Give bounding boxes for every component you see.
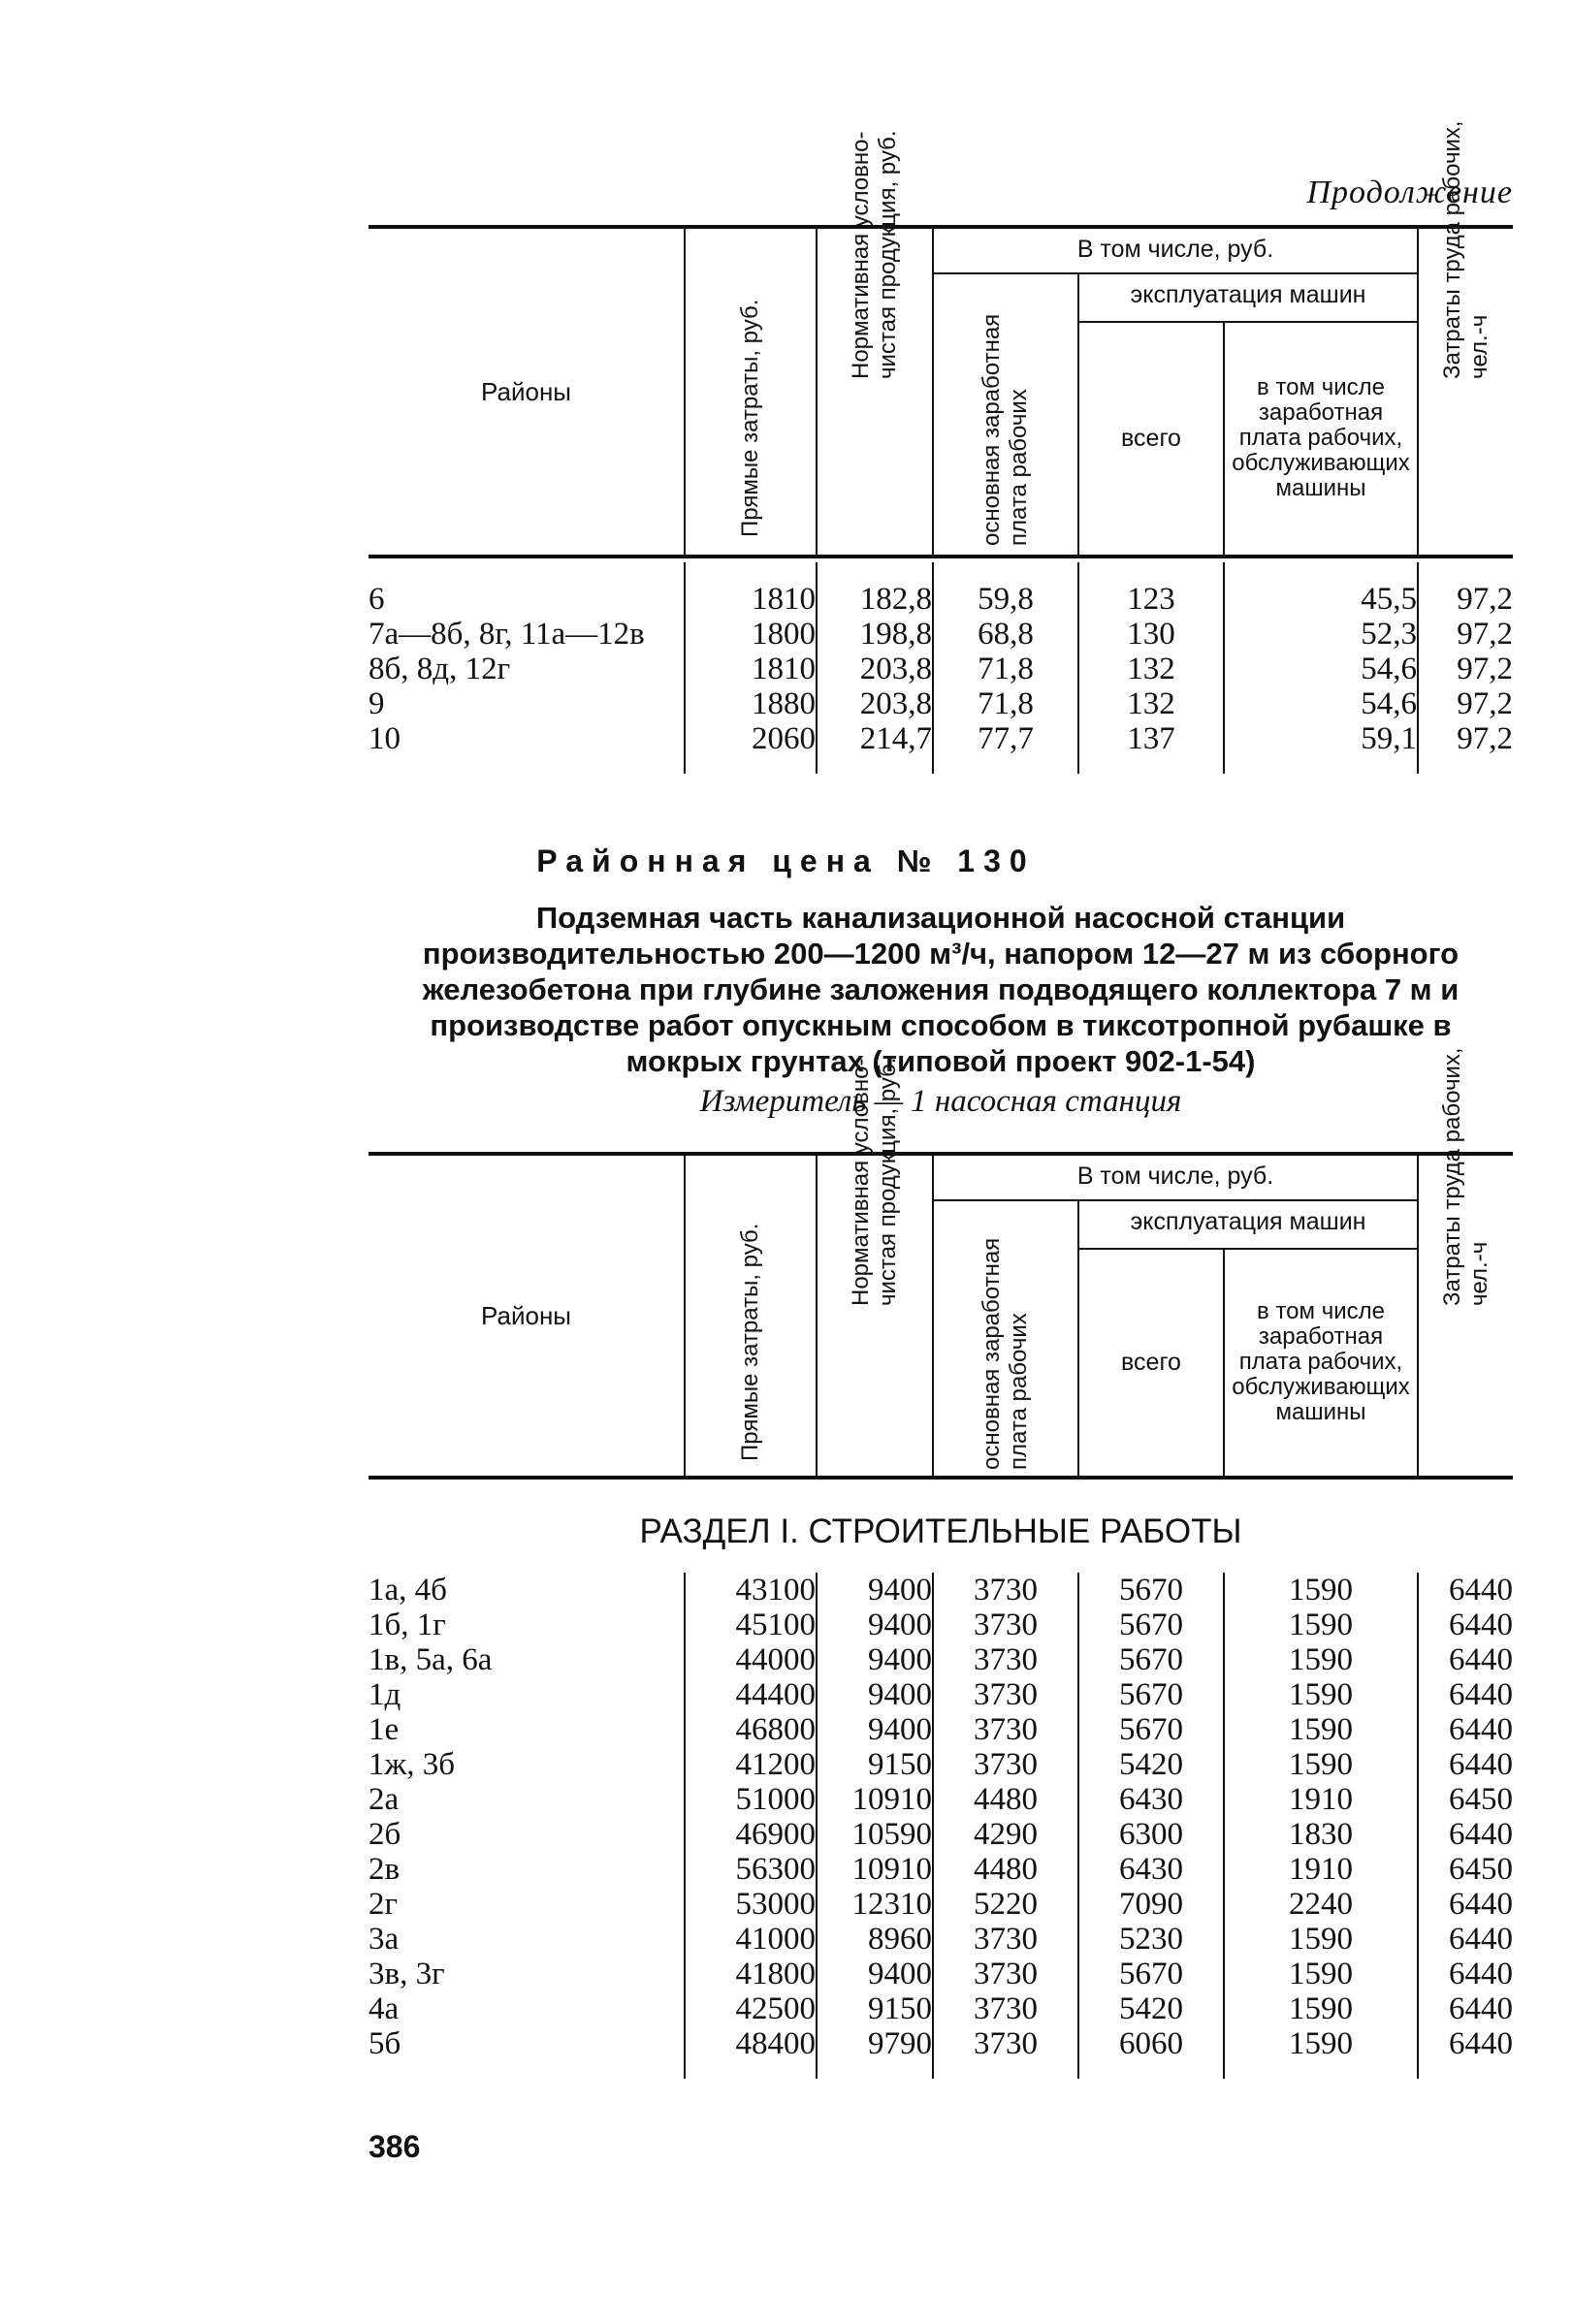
machine-wages-cell: 2240 bbox=[1224, 1887, 1418, 1922]
table-row bbox=[369, 1677, 1513, 1712]
labor-cell: 97,2 bbox=[1418, 562, 1513, 617]
normative-cell: 10910 bbox=[817, 1782, 933, 1817]
machines-header: эксплуатация машин bbox=[1078, 1200, 1418, 1249]
machine-wages-cell: 1590 bbox=[1224, 1712, 1418, 1747]
direct-cell: 41200 bbox=[685, 1747, 817, 1782]
labor-cell: 97,2 bbox=[1418, 686, 1513, 721]
districts-header: Районы bbox=[481, 376, 571, 406]
normative-cell: 12310 bbox=[817, 1887, 933, 1922]
wages-cell: 59,8 bbox=[933, 562, 1078, 617]
total-cell: 5670 bbox=[1078, 1573, 1224, 1608]
direct-cell: 48400 bbox=[685, 2026, 817, 2079]
including-header: В том числе, руб. bbox=[933, 227, 1418, 273]
normative-cell: 9150 bbox=[817, 1747, 933, 1782]
measure-label: Измеритель — 1 насосная станция bbox=[699, 1084, 1182, 1119]
wages-cell: 3730 bbox=[933, 1573, 1078, 1608]
total-cell: 7090 bbox=[1078, 1887, 1224, 1922]
wages-cell: 3730 bbox=[933, 1677, 1078, 1712]
page-number: 386 bbox=[369, 2129, 421, 2164]
table-row bbox=[369, 1573, 1513, 1608]
wages-header: основная заработная плата рабочих bbox=[978, 313, 1032, 546]
table-row bbox=[369, 617, 1513, 652]
price-description: Подземная часть канализационной насосной станции производительностью 200—1200 м³/ч, напором 12—27 м из сборного железобетона при глубине заложения подводящего коллектора 7 м и производстве работ опускным способом в тиксотропной рубашке в мокрых грунтах (типовой проект 902-1-54) bbox=[422, 901, 1460, 1078]
total-cell: 6060 bbox=[1078, 2026, 1224, 2079]
table-row bbox=[369, 721, 1513, 774]
table-row bbox=[369, 652, 1513, 686]
total-cell: 6430 bbox=[1078, 1852, 1224, 1887]
normative-cell: 9400 bbox=[817, 1642, 933, 1677]
labor-cell: 6440 bbox=[1418, 1922, 1513, 1957]
district-cell: 8б, 8д, 12г bbox=[369, 652, 511, 686]
table-row bbox=[369, 1922, 1513, 1957]
direct-cell: 44000 bbox=[685, 1642, 817, 1677]
machine-wages-cell: 1830 bbox=[1224, 1817, 1418, 1852]
labor-cell: 6440 bbox=[1418, 2026, 1513, 2079]
total-cell: 132 bbox=[1078, 686, 1224, 721]
total-cell: 137 bbox=[1078, 721, 1224, 774]
district-cell: 6 bbox=[369, 582, 385, 617]
wages-cell: 3730 bbox=[933, 1642, 1078, 1677]
machines-header: эксплуатация машин bbox=[1078, 273, 1418, 322]
normative-cell: 198,8 bbox=[817, 617, 933, 652]
total-cell: 5670 bbox=[1078, 1677, 1224, 1712]
wages-cell: 3730 bbox=[933, 1957, 1078, 1991]
wages-cell: 3730 bbox=[933, 2026, 1078, 2079]
direct-cell: 2060 bbox=[685, 721, 817, 774]
total-header: всего bbox=[1078, 322, 1224, 557]
direct-cell: 45100 bbox=[685, 1608, 817, 1642]
table2-body bbox=[369, 1573, 1513, 2079]
machine-wages-cell: 1590 bbox=[1224, 1991, 1418, 2026]
wages-cell: 3730 bbox=[933, 1747, 1078, 1782]
machine-wages-header: в том числе заработная плата рабочих, обслуживающих машины bbox=[1224, 1249, 1418, 1479]
labor-header: Затраты труда рабочих, чел.-ч bbox=[1438, 120, 1492, 379]
direct-cell: 42500 bbox=[685, 1991, 817, 2026]
table-row bbox=[369, 1747, 1513, 1782]
direct-cell: 41800 bbox=[685, 1957, 817, 1991]
normative-header: Нормативная условно-чистая продукция, руб. bbox=[848, 1057, 901, 1306]
price-title: Районная цена № 130 bbox=[536, 844, 1036, 878]
wages-cell: 3730 bbox=[933, 1922, 1078, 1957]
machine-wages-cell: 54,6 bbox=[1224, 652, 1418, 686]
district-cell: 2б bbox=[369, 1817, 401, 1852]
table-row bbox=[369, 1957, 1513, 1991]
direct-costs-header: Прямые затраты, руб. bbox=[737, 1223, 763, 1461]
direct-cell: 43100 bbox=[685, 1573, 817, 1608]
total-cell: 5420 bbox=[1078, 1747, 1224, 1782]
normative-cell: 10590 bbox=[817, 1817, 933, 1852]
labor-cell: 6450 bbox=[1418, 1782, 1513, 1817]
table-row bbox=[369, 1712, 1513, 1747]
machine-wages-cell: 45,5 bbox=[1224, 562, 1418, 617]
direct-cell: 51000 bbox=[685, 1782, 817, 1817]
total-cell: 5230 bbox=[1078, 1922, 1224, 1957]
district-cell: 1а, 4б bbox=[369, 1573, 447, 1608]
total-cell: 5420 bbox=[1078, 1991, 1224, 2026]
district-cell: 4а bbox=[369, 1991, 400, 2026]
labor-cell: 6440 bbox=[1418, 1887, 1513, 1922]
machine-wages-cell: 1590 bbox=[1224, 1957, 1418, 1991]
total-cell: 5670 bbox=[1078, 1957, 1224, 1991]
district-cell: 1б, 1г bbox=[369, 1608, 446, 1642]
wages-cell: 4480 bbox=[933, 1852, 1078, 1887]
district-cell: 5б bbox=[369, 2026, 401, 2061]
normative-cell: 214,7 bbox=[817, 721, 933, 774]
district-cell: 9 bbox=[369, 686, 385, 721]
labor-cell: 6450 bbox=[1418, 1852, 1513, 1887]
direct-cell: 46800 bbox=[685, 1712, 817, 1747]
normative-cell: 10910 bbox=[817, 1852, 933, 1887]
normative-cell: 9400 bbox=[817, 1957, 933, 1991]
direct-cell: 44400 bbox=[685, 1677, 817, 1712]
normative-cell: 9400 bbox=[817, 1677, 933, 1712]
total-cell: 5670 bbox=[1078, 1712, 1224, 1747]
direct-cell: 1810 bbox=[685, 652, 817, 686]
labor-header: Затраты труда рабочих, чел.-ч bbox=[1438, 1047, 1492, 1306]
normative-cell: 203,8 bbox=[817, 686, 933, 721]
labor-cell: 6440 bbox=[1418, 1991, 1513, 2026]
district-cell: 1д bbox=[369, 1677, 401, 1712]
labor-cell: 6440 bbox=[1418, 1957, 1513, 1991]
direct-costs-header: Прямые затраты, руб. bbox=[737, 299, 763, 537]
districts-header: Районы bbox=[481, 1300, 571, 1330]
machine-wages-cell: 1590 bbox=[1224, 1608, 1418, 1642]
normative-cell: 8960 bbox=[817, 1922, 933, 1957]
continuation-label: Продолжение bbox=[1306, 175, 1513, 210]
labor-cell: 6440 bbox=[1418, 1747, 1513, 1782]
district-cell: 10 bbox=[369, 721, 401, 756]
table1-body bbox=[369, 562, 1513, 774]
direct-cell: 41000 bbox=[685, 1922, 817, 1957]
wages-cell: 5220 bbox=[933, 1887, 1078, 1922]
machine-wages-cell: 1590 bbox=[1224, 1642, 1418, 1677]
table-row bbox=[369, 1782, 1513, 1817]
total-cell: 6300 bbox=[1078, 1817, 1224, 1852]
labor-cell: 6440 bbox=[1418, 1712, 1513, 1747]
total-cell: 5670 bbox=[1078, 1642, 1224, 1677]
district-cell: 7а—8б, 8г, 11а—12в bbox=[369, 617, 645, 652]
machine-wages-cell: 1590 bbox=[1224, 1573, 1418, 1608]
labor-cell: 6440 bbox=[1418, 1677, 1513, 1712]
machine-wages-cell: 1590 bbox=[1224, 1922, 1418, 1957]
direct-cell: 53000 bbox=[685, 1887, 817, 1922]
machine-wages-cell: 1590 bbox=[1224, 1747, 1418, 1782]
total-cell: 130 bbox=[1078, 617, 1224, 652]
normative-cell: 9400 bbox=[817, 1712, 933, 1747]
total-cell: 132 bbox=[1078, 652, 1224, 686]
total-cell: 5670 bbox=[1078, 1608, 1224, 1642]
table-row bbox=[369, 2026, 1513, 2079]
table-row bbox=[369, 686, 1513, 721]
table-row bbox=[369, 562, 1513, 617]
district-cell: 2в bbox=[369, 1852, 401, 1887]
table-row bbox=[369, 1817, 1513, 1852]
direct-cell: 46900 bbox=[685, 1817, 817, 1852]
section-title: РАЗДЕЛ I. СТРОИТЕЛЬНЫЕ РАБОТЫ bbox=[639, 1512, 1242, 1550]
district-cell: 3в, 3г bbox=[369, 1957, 445, 1991]
labor-cell: 97,2 bbox=[1418, 721, 1513, 774]
including-header: В том числе, руб. bbox=[933, 1154, 1418, 1200]
wages-cell: 3730 bbox=[933, 1712, 1078, 1747]
machine-wages-header: в том числе заработная плата рабочих, обслуживающих машины bbox=[1224, 322, 1418, 557]
normative-cell: 9400 bbox=[817, 1573, 933, 1608]
wages-cell: 68,8 bbox=[933, 617, 1078, 652]
normative-cell: 9400 bbox=[817, 1608, 933, 1642]
machine-wages-cell: 1590 bbox=[1224, 1677, 1418, 1712]
wages-cell: 71,8 bbox=[933, 652, 1078, 686]
normative-cell: 9150 bbox=[817, 1991, 933, 2026]
labor-cell: 6440 bbox=[1418, 1817, 1513, 1852]
district-cell: 3а bbox=[369, 1922, 400, 1957]
wages-header: основная заработная плата рабочих bbox=[978, 1237, 1032, 1470]
normative-cell: 182,8 bbox=[817, 562, 933, 617]
total-cell: 123 bbox=[1078, 562, 1224, 617]
table-row bbox=[369, 1852, 1513, 1887]
direct-cell: 56300 bbox=[685, 1852, 817, 1887]
table-row bbox=[369, 1991, 1513, 2026]
district-cell: 1в, 5а, 6а bbox=[369, 1642, 493, 1677]
table-row bbox=[369, 1887, 1513, 1922]
normative-header: Нормативная условно-чистая продукция, руб. bbox=[848, 130, 901, 379]
district-cell: 1ж, 3б bbox=[369, 1747, 456, 1782]
labor-cell: 6440 bbox=[1418, 1642, 1513, 1677]
normative-cell: 203,8 bbox=[817, 652, 933, 686]
machine-wages-cell: 52,3 bbox=[1224, 617, 1418, 652]
wages-cell: 3730 bbox=[933, 1991, 1078, 2026]
machine-wages-cell: 59,1 bbox=[1224, 721, 1418, 774]
wages-cell: 4290 bbox=[933, 1817, 1078, 1852]
labor-cell: 97,2 bbox=[1418, 652, 1513, 686]
machine-wages-cell: 1590 bbox=[1224, 2026, 1418, 2079]
district-cell: 1е bbox=[369, 1712, 400, 1747]
table-row bbox=[369, 1642, 1513, 1677]
labor-cell: 6440 bbox=[1418, 1608, 1513, 1642]
labor-cell: 97,2 bbox=[1418, 617, 1513, 652]
wages-cell: 4480 bbox=[933, 1782, 1078, 1817]
table-row bbox=[369, 1608, 1513, 1642]
machine-wages-cell: 54,6 bbox=[1224, 686, 1418, 721]
labor-cell: 6440 bbox=[1418, 1573, 1513, 1608]
wages-cell: 3730 bbox=[933, 1608, 1078, 1642]
direct-cell: 1880 bbox=[685, 686, 817, 721]
normative-cell: 9790 bbox=[817, 2026, 933, 2079]
direct-cell: 1800 bbox=[685, 617, 817, 652]
total-cell: 6430 bbox=[1078, 1782, 1224, 1817]
wages-cell: 77,7 bbox=[933, 721, 1078, 774]
total-header: всего bbox=[1078, 1249, 1224, 1479]
machine-wages-cell: 1910 bbox=[1224, 1852, 1418, 1887]
district-cell: 2г bbox=[369, 1887, 399, 1922]
wages-cell: 71,8 bbox=[933, 686, 1078, 721]
direct-cell: 1810 bbox=[685, 562, 817, 617]
machine-wages-cell: 1910 bbox=[1224, 1782, 1418, 1817]
district-cell: 2а bbox=[369, 1782, 400, 1817]
